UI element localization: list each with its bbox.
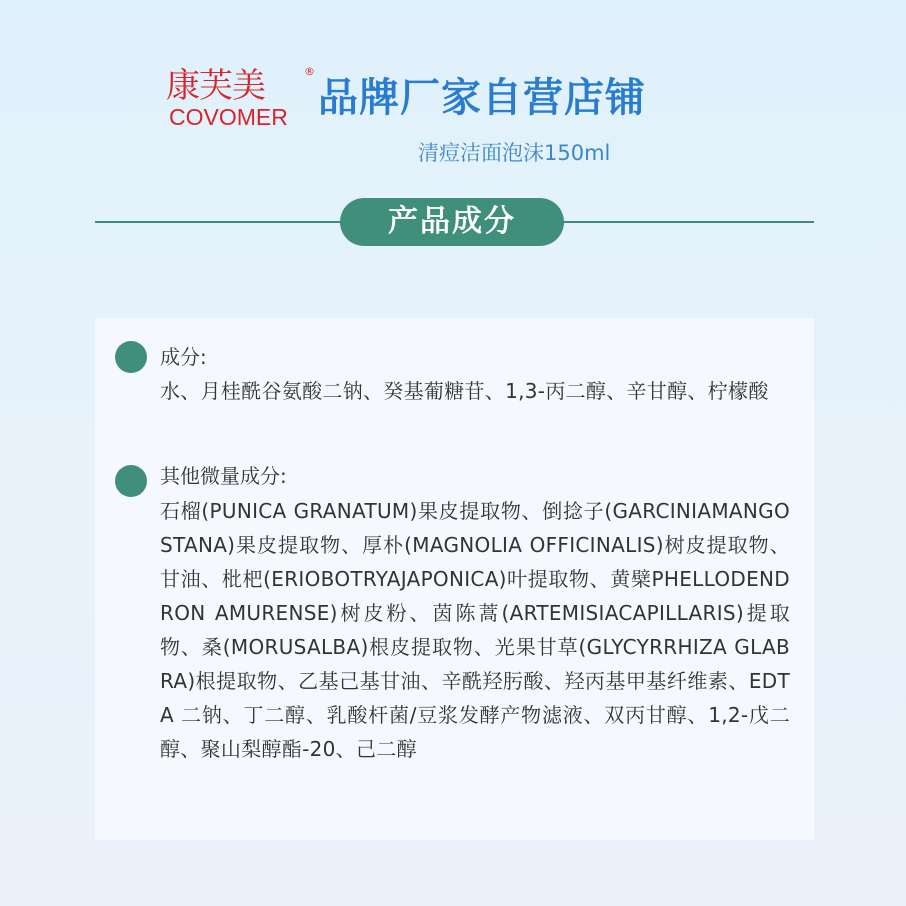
- bullet-dot-icon: [115, 341, 147, 373]
- minor-ingredients-heading: 其他微量成分:: [160, 464, 287, 488]
- divider-left: [95, 221, 345, 223]
- main-ingredients-list: 水、月桂酰谷氨酸二钠、癸基葡糖苷、1,3-丙二醇、辛甘醇、柠檬酸: [160, 379, 769, 403]
- logo-english: COVOMER: [169, 104, 288, 130]
- product-name: 清痘洁面泡沫150ml: [418, 141, 611, 165]
- minor-ingredients-list: 石榴(PUNICA GRANATUM)果皮提取物、倒捻子(GARCINIAMANGOSTANA)果皮提取物、厚朴(MAGNOLIA OFFICINALIS)树皮提取物、甘油、枇杷(ERIOBOTRYAJAPONICA)叶提取物、黄檗PHELLODENDRON AMURENSE)树皮粉、茵陈蒿(ARTEMISIACAPILLARIS)提取物、桑(MORUSALBA)根皮提取物、光果甘草(GLYCYRRHIZA GLABRA)根提取物、乙基己基甘油、辛酰羟肟酸、羟丙基甲基纤维素、EDTA 二钠、丁二醇、乳酸杆菌/豆浆发酵产物滤液、双丙甘醇、1,2-戊二醇、聚山梨醇酯-20、己二醇: [160, 499, 790, 761]
- logo-chinese: 康芙美: [166, 66, 265, 106]
- bullet-dot-icon: [115, 465, 147, 497]
- store-title: 品牌厂家自营店铺: [318, 75, 646, 121]
- main-ingredients-heading: 成分:: [160, 345, 207, 369]
- registered-mark: ®: [304, 65, 315, 78]
- brand-logo: [166, 66, 316, 132]
- divider-right: [560, 221, 814, 223]
- section-title: 产品成分: [340, 198, 564, 246]
